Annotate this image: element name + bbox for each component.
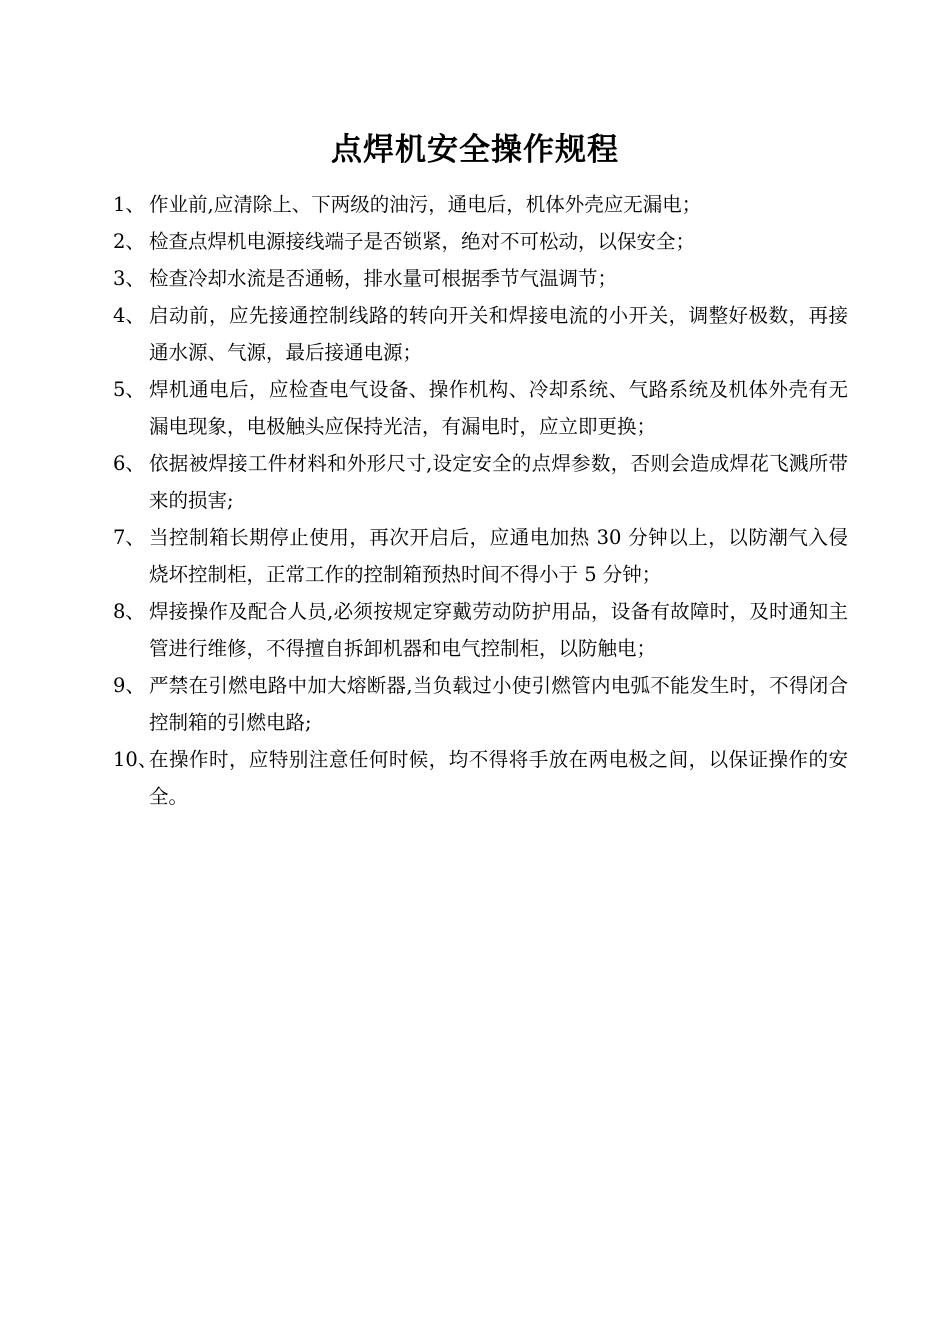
rule-number: 4、 (113, 304, 145, 327)
rule-text: 检查冷却水流是否通畅，排水量可根据季节气温调节； (149, 267, 618, 290)
rule-text: 在操作时，应特别注意任何时候，均不得将手放在两电极之间，以保证操作的安全。 (149, 748, 848, 808)
rule-text: 依据被焊接工件材料和外形尺寸,设定安全的点焊参数，否则会造成焊花飞溅所带来的损害; (149, 452, 848, 512)
rule-item (113, 519, 848, 593)
rule-number: 9、 (113, 674, 145, 697)
rule-item (113, 741, 848, 815)
rule-item (113, 223, 848, 260)
rule-number: 5、 (113, 378, 145, 401)
rule-item (113, 186, 848, 223)
rule-item (113, 593, 848, 667)
rule-item (113, 371, 848, 445)
rule-number: 10、 (113, 748, 158, 771)
rule-text: 启动前，应先接通控制线路的转向开关和焊接电流的小开关，调整好极数，再接通水源、气源，最后接通电源； (149, 304, 848, 364)
rule-number: 7、 (113, 526, 145, 549)
rule-item (113, 445, 848, 519)
rule-text: 焊机通电后，应检查电气设备、操作机构、冷却系统、气路系统及机体外壳有无漏电现象，电极触头应保持光洁，有漏电时，应立即更换； (149, 378, 848, 438)
rule-text: 当控制箱长期停止使用，再次开启后，应通电加热 30 分钟以上，以防潮气入侵烧坏控制柜，正常工作的控制箱预热时间不得小于 5 分钟； (149, 526, 848, 586)
rule-number: 1、 (113, 193, 145, 216)
rule-number: 8、 (113, 600, 145, 623)
rule-number: 3、 (113, 267, 145, 290)
rule-text: 焊接操作及配合人员,必须按规定穿戴劳动防护用品，设备有故障时，及时通知主管进行维修，不得擅自拆卸机器和电气控制柜，以防触电； (149, 600, 848, 660)
rule-item (113, 667, 848, 741)
rule-text: 作业前,应清除上、下两级的油污，通电后，机体外壳应无漏电； (149, 193, 702, 216)
rules-list (113, 186, 848, 815)
rule-number: 2、 (113, 230, 145, 253)
rule-item (113, 297, 848, 371)
rule-item (113, 260, 848, 297)
rule-text: 严禁在引燃电路中加大熔断器,当负载过小使引燃管内电弧不能发生时，不得闭合控制箱的引燃电路; (149, 674, 848, 734)
rule-number: 6、 (113, 452, 145, 475)
rule-text: 检查点焊机电源接线端子是否锁紧，绝对不可松动，以保安全； (149, 230, 696, 253)
document-title: 点焊机安全操作规程 (331, 132, 619, 168)
